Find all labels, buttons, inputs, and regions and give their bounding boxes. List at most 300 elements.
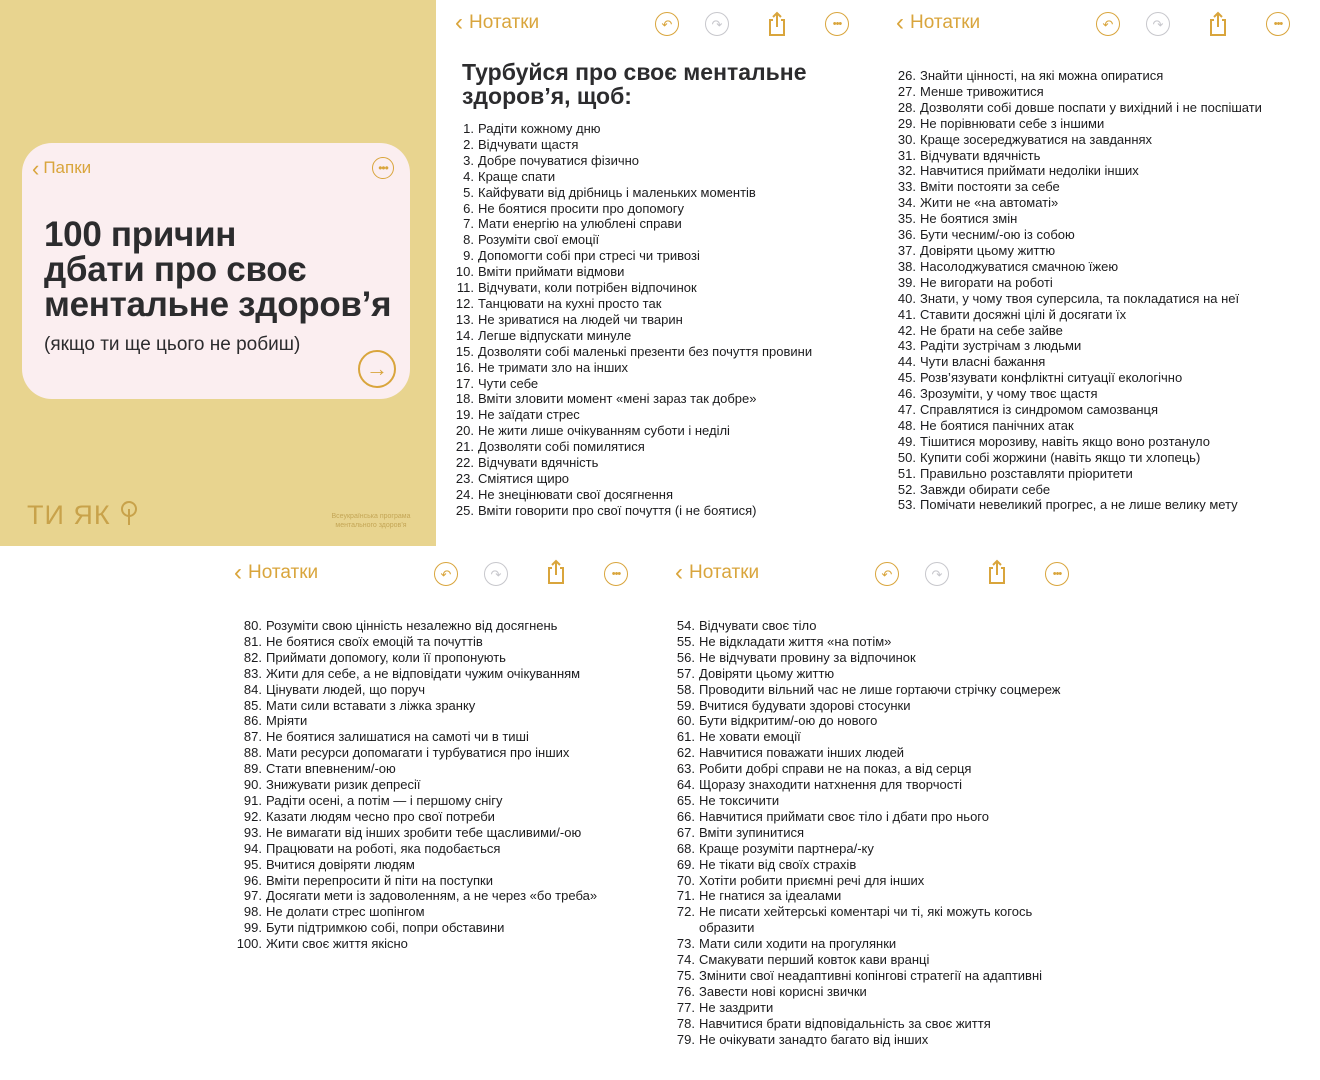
share-icon[interactable]	[1205, 11, 1231, 37]
list-item	[892, 116, 1262, 132]
list-item-text: Кайфувати від дрібниць і маленьких моментів	[478, 184, 756, 200]
list-item-number: 23.	[455, 470, 474, 486]
list-item-text: Легше відпускати минуле	[478, 327, 632, 343]
list-item	[892, 338, 1262, 354]
list-item-text: Стати впевненим/-ою	[266, 761, 396, 777]
list-item	[892, 211, 1262, 227]
list-item-number: 14.	[455, 327, 474, 343]
list-item-number: 60.	[676, 713, 695, 729]
list-item	[892, 179, 1262, 195]
list-item	[450, 121, 812, 137]
list-item-text: Жити для себе, а не відповідати чужим очікуванням	[266, 665, 581, 681]
list-item-text: Мріяти	[266, 713, 308, 729]
list-item-number: 73.	[676, 936, 695, 952]
undo-icon[interactable]: ↶	[654, 11, 680, 37]
list-item-text: Дозволяти собі довше поспати у вихідний і не поспішати	[920, 99, 1262, 115]
list-item	[671, 713, 1060, 729]
list-item-text: Насолоджуватися смачною їжею	[920, 258, 1119, 274]
list-item-text: Не токсичити	[699, 792, 780, 808]
list-item-text: Вміти зловити момент «мені зараз так добре»	[478, 391, 757, 407]
list-item-text: Краще спати	[478, 168, 556, 184]
list-item-text: Навчитися поважати інших людей	[699, 745, 905, 761]
list-item-number: 57.	[676, 665, 695, 681]
list-item	[671, 968, 1060, 984]
list-item-number: 36.	[897, 227, 916, 243]
list-item-text: Не тікати від своїх страхів	[699, 856, 857, 872]
cover-subtitle: (якщо ти ще цього не робиш)	[44, 334, 301, 355]
list-item	[671, 984, 1060, 1000]
list-item-number: 30.	[897, 131, 916, 147]
list-item-text: Досягати мети із задоволенням, а не через «бо треба»	[266, 888, 598, 904]
list-item	[450, 455, 812, 471]
list-item-text: Знати, у чому твоя суперсила, та покладатися на неї	[920, 290, 1240, 306]
list-item-number: 3.	[463, 152, 474, 168]
more-icon[interactable]: •••	[1265, 11, 1291, 37]
notes-back-button[interactable]	[896, 9, 981, 36]
list-item-number: 65.	[676, 792, 695, 808]
cover-title	[44, 217, 404, 322]
share-icon[interactable]	[543, 559, 569, 585]
list-item	[892, 418, 1262, 434]
list-item-number: 84.	[243, 681, 262, 697]
list-item	[671, 873, 1060, 889]
list-item	[892, 84, 1262, 100]
list-item-number: 61.	[676, 729, 695, 745]
list-item-text: Довіряти цьому життю	[699, 665, 835, 681]
list-item-text: Знижувати ризик депресії	[266, 777, 421, 793]
list-item-number: 5.	[463, 184, 474, 200]
more-icon[interactable]: •••	[1044, 561, 1070, 587]
list-item-text: Дозволяти собі маленькі презенти без почуття провини	[478, 343, 813, 359]
list-item-number: 64.	[676, 777, 695, 793]
list-item-number: 89.	[243, 761, 262, 777]
list-item-text: Не знецінювати свої досягнення	[478, 486, 674, 502]
list-item	[892, 259, 1262, 275]
list-item-number: 77.	[676, 999, 695, 1015]
reasons-list-3	[230, 618, 597, 952]
notes-back-label: Нотатки	[910, 12, 981, 33]
share-icon[interactable]	[764, 11, 790, 37]
list-item-text: Довіряти цьому життю	[920, 242, 1056, 258]
list-item	[230, 666, 597, 682]
list-item-text: Радіти зустрічам з людьми	[920, 338, 1082, 354]
list-item	[230, 936, 597, 952]
list-item-number: 56.	[676, 649, 695, 665]
list-item-text: Не ховати емоції	[699, 729, 801, 745]
list-item	[671, 888, 1060, 904]
cover-title-line: дбати про своє	[44, 250, 307, 289]
list-item-number: 55.	[676, 633, 695, 649]
list-item	[450, 280, 812, 296]
list-item-number: 74.	[676, 952, 695, 968]
list-item-text: Не вимагати від інших зробити тебе щасливими/-ою	[266, 824, 582, 840]
list-item-number: 33.	[897, 179, 916, 195]
list-item	[450, 407, 812, 423]
list-item-text: Розуміти свою цінність незалежно від досягнень	[266, 618, 558, 633]
arrow-right-icon[interactable]: →	[358, 350, 396, 388]
list-item-number: 32.	[897, 163, 916, 179]
list-item	[450, 503, 812, 519]
list-item-number: 50.	[897, 449, 916, 465]
list-item-number: 81.	[243, 633, 262, 649]
list-item-text: Не боятися панічних атак	[920, 417, 1074, 433]
brand-logo	[27, 500, 141, 531]
list-item	[671, 634, 1060, 650]
list-item	[450, 185, 812, 201]
more-icon[interactable]: •••	[603, 561, 629, 587]
redo-icon[interactable]: ↷	[1145, 11, 1171, 37]
list-item	[450, 423, 812, 439]
list-item-number: 41.	[897, 306, 916, 322]
list-item	[450, 153, 812, 169]
list-item-text: Тішитися морозиву, навіть якщо воно розтануло	[920, 433, 1210, 449]
list-item	[450, 137, 812, 153]
list-item-number: 34.	[897, 195, 916, 211]
list-item	[230, 698, 597, 714]
list-item	[230, 713, 597, 729]
list-item	[450, 391, 812, 407]
list-item-number: 20.	[455, 423, 474, 439]
list-item	[671, 1032, 1060, 1048]
list-item-number: 75.	[676, 967, 695, 983]
list-item	[230, 618, 597, 634]
list-item	[230, 777, 597, 793]
list-item	[892, 450, 1262, 466]
list-item-text: Не відчувати провину за відпочинок	[699, 649, 916, 665]
list-item	[671, 920, 1060, 936]
list-item	[671, 650, 1060, 666]
list-item	[892, 386, 1262, 402]
list-item-text: Навчитися приймати своє тіло і дбати про нього	[699, 808, 989, 824]
list-item	[671, 761, 1060, 777]
list-item-number: 25.	[455, 502, 474, 518]
list-item-number: 43.	[897, 338, 916, 354]
list-item	[671, 1000, 1060, 1016]
list-item-number: 37.	[897, 242, 916, 258]
list-item	[892, 497, 1262, 513]
list-item	[450, 216, 812, 232]
list-item	[671, 745, 1060, 761]
list-item	[230, 873, 597, 889]
list-item-number: 9.	[463, 248, 474, 264]
list-item-number: 46.	[897, 386, 916, 402]
list-item	[230, 650, 597, 666]
list-item	[230, 745, 597, 761]
list-item	[892, 163, 1262, 179]
list-item-number: 29.	[897, 115, 916, 131]
list-item	[671, 618, 1060, 634]
list-item-text: Працювати на роботі, яка подобається	[266, 840, 501, 856]
list-item	[450, 232, 812, 248]
list-item	[230, 904, 597, 920]
list-item-number	[671, 920, 695, 936]
chevron-left-icon: ‹	[675, 559, 683, 586]
list-item-text: Не тримати зло на інших	[478, 359, 629, 375]
list-item-number: 28.	[897, 99, 916, 115]
list-item-number: 59.	[676, 697, 695, 713]
list-item-number: 31.	[897, 147, 916, 163]
list-item	[892, 132, 1262, 148]
list-item-number: 35.	[897, 211, 916, 227]
list-item-text: Відчувати вдячність	[478, 455, 599, 471]
list-item-text: Навчитися приймати недоліки інших	[920, 163, 1139, 179]
list-item	[671, 682, 1060, 698]
list-item-text: Бути підтримкою собі, попри обставини	[266, 920, 505, 936]
list-item-text: Приймати допомогу, коли її пропонують	[266, 649, 506, 665]
folders-back-button[interactable]	[32, 155, 92, 181]
list-item	[892, 323, 1262, 339]
list-item	[230, 793, 597, 809]
list-item-text: Зрозуміти, у чому твоє щастя	[920, 386, 1098, 402]
more-icon[interactable]: •••	[824, 11, 850, 37]
list-item	[450, 169, 812, 185]
list-item	[230, 888, 597, 904]
cover-card	[22, 143, 410, 399]
list-item-text: Не жити лише очікуванням суботи і неділі	[478, 423, 730, 439]
list-item-number: 76.	[676, 983, 695, 999]
chevron-left-icon: ‹	[32, 155, 40, 181]
list-item-text: Радіти кожному дню	[478, 121, 601, 136]
list-item-text: Мати сили вставати з ліжка зранку	[266, 697, 476, 713]
list-item-number: 66.	[676, 808, 695, 824]
list-item-text: Бути чесним/-ою із собою	[920, 227, 1075, 243]
list-item	[892, 243, 1262, 259]
list-item-number: 8.	[463, 232, 474, 248]
list-item-text: Відчувати щастя	[478, 136, 579, 152]
list-item-number: 24.	[455, 486, 474, 502]
list-item-text: Правильно розставляти пріоритети	[920, 465, 1133, 481]
notes-back-button[interactable]	[675, 559, 760, 586]
list-item	[230, 729, 597, 745]
list-item-number: 4.	[463, 168, 474, 184]
list-item-number: 97.	[243, 888, 262, 904]
list-item	[892, 68, 1262, 84]
list-item-number: 94.	[243, 840, 262, 856]
list-item-text: Відчувати своє тіло	[699, 618, 817, 633]
list-item	[230, 920, 597, 936]
list-item	[230, 857, 597, 873]
list-item-number: 90.	[243, 777, 262, 793]
list-item-text: Жити не «на автоматі»	[920, 195, 1059, 211]
list-item-number: 16.	[455, 359, 474, 375]
list-item-text: Розуміти свої емоції	[478, 232, 600, 248]
list-item-text: Не заїдати стрес	[478, 407, 580, 423]
list-item-text: Справлятися із синдромом самозванця	[920, 402, 1159, 418]
list-item-text: Не боятися змін	[920, 211, 1018, 227]
list-item-text: Чути себе	[478, 375, 539, 391]
list-item-text: Не боятися залишатися на самоті чи в тиші	[266, 729, 529, 745]
list-item-number: 53.	[897, 497, 916, 513]
list-item-text: Не боятися просити про допомогу	[478, 200, 685, 216]
list-item	[892, 291, 1262, 307]
list-item	[671, 809, 1060, 825]
list-item-number: 13.	[455, 311, 474, 327]
list-item-text: Не боятися своїх емоцій та почуттів	[266, 633, 483, 649]
list-item-number: 62.	[676, 745, 695, 761]
list-item-number: 2.	[463, 136, 474, 152]
list-item-number: 78.	[676, 1015, 695, 1031]
list-item-number: 48.	[897, 417, 916, 433]
list-item-number: 88.	[243, 745, 262, 761]
list-item-text: Краще розуміти партнера/-ку	[699, 840, 874, 856]
list-item-text: Вчитися будувати здорові стосунки	[699, 697, 911, 713]
list-item	[450, 296, 812, 312]
list-item	[671, 729, 1060, 745]
list-item-number: 27.	[897, 83, 916, 99]
list-item-number: 51.	[897, 465, 916, 481]
list-item-text: Щоразу знаходити натхнення для творчості	[699, 777, 963, 793]
list-item-text: Не очікувати занадто багато від інших	[699, 1031, 929, 1047]
chevron-left-icon: ‹	[455, 9, 463, 36]
list-item-text: Мати енергію на улюблені справи	[478, 216, 682, 232]
notes-back-button[interactable]	[455, 9, 540, 36]
list-item-text: Хотіти робити приємні речі для інших	[699, 872, 925, 888]
list-item-text: Танцювати на кухні просто так	[478, 295, 662, 311]
list-item-number: 91.	[243, 792, 262, 808]
list-item	[671, 936, 1060, 952]
list-item	[671, 904, 1060, 920]
list-item-number: 12.	[455, 295, 474, 311]
list-item-number: 21.	[455, 439, 474, 455]
list-item	[671, 952, 1060, 968]
notes-back-label: Нотатки	[469, 12, 540, 33]
list-item-text: Сміятися щиро	[478, 470, 570, 486]
list-item-text: Дозволяти собі помилятися	[478, 439, 645, 455]
list-item-number: 54.	[676, 618, 695, 633]
list-item-text: Навчитися брати відповідальність за своє життя	[699, 1015, 991, 1031]
list-item	[671, 857, 1060, 873]
list-item	[450, 312, 812, 328]
list-item-text: Цінувати людей, що поруч	[266, 681, 426, 697]
list-item-number: 96.	[243, 872, 262, 888]
undo-icon[interactable]: ↶	[874, 561, 900, 587]
list-item-text: Не вигорати на роботі	[920, 274, 1053, 290]
chevron-left-icon: ‹	[896, 9, 904, 36]
list-item-text: Бути відкритим/-ою до нового	[699, 713, 878, 729]
brand-text: ТИ ЯК	[27, 500, 111, 530]
list-item-number: 6.	[463, 200, 474, 216]
list-item-number: 67.	[676, 824, 695, 840]
list-item	[450, 360, 812, 376]
list-item-text: Проводити вільний час не лише гортаючи стрічку соцмереж	[699, 681, 1061, 697]
redo-icon[interactable]: ↷	[924, 561, 950, 587]
list-item	[892, 307, 1262, 323]
list-item	[230, 841, 597, 857]
list-item-number: 39.	[897, 274, 916, 290]
brand-mark-icon	[119, 501, 141, 527]
undo-icon[interactable]: ↶	[433, 561, 459, 587]
list-item-number: 95.	[243, 856, 262, 872]
redo-icon[interactable]: ↷	[483, 561, 509, 587]
list-item	[671, 841, 1060, 857]
list-item-text: Чути власні бажання	[920, 354, 1046, 370]
list-item-number: 58.	[676, 681, 695, 697]
list-item	[450, 344, 812, 360]
list-item	[892, 466, 1262, 482]
list-item	[892, 482, 1262, 498]
list-item-text: Відчувати, коли потрібен відпочинок	[478, 280, 697, 296]
cover-title-line: 100 причин	[44, 215, 237, 254]
reasons-list-4	[671, 618, 1060, 1047]
list-item-number: 79.	[676, 1031, 695, 1047]
list-item-text: Робити добрі справи не на показ, а від серця	[699, 761, 972, 777]
more-icon[interactable]: •••	[372, 157, 394, 179]
list-item-number: 40.	[897, 290, 916, 306]
list-item-text: Вміти говорити про свої почуття (і не боятися)	[478, 502, 757, 518]
list-item-text: Казати людям чесно про свої потреби	[266, 808, 495, 824]
list-item-text: Жити своє життя якісно	[266, 936, 408, 952]
list-item-text: Не брати на себе зайве	[920, 322, 1063, 338]
notes-back-label: Нотатки	[248, 562, 319, 583]
list-item-text: Допомогти собі при стресі чи тривозі	[478, 248, 700, 264]
list-item-number: 49.	[897, 433, 916, 449]
list-item-number: 17.	[455, 375, 474, 391]
list-item-number: 63.	[676, 761, 695, 777]
list-item	[892, 195, 1262, 211]
notes-back-button[interactable]	[234, 559, 319, 586]
list-item-number: 71.	[676, 888, 695, 904]
list-item-text: Не долати стрес шопінгом	[266, 904, 425, 920]
redo-icon[interactable]: ↷	[704, 11, 730, 37]
list-item	[230, 809, 597, 825]
brand-note: Всеукраїнська програма ментального здоров’я	[331, 513, 411, 529]
list-item-number: 69.	[676, 856, 695, 872]
list-item	[450, 439, 812, 455]
list-item	[671, 698, 1060, 714]
list-item	[230, 682, 597, 698]
list-item	[671, 793, 1060, 809]
list-item	[230, 634, 597, 650]
list-item	[230, 825, 597, 841]
reasons-list-2	[892, 68, 1262, 513]
list-item-text: Добре почуватися фізично	[478, 152, 640, 168]
list-item	[671, 825, 1060, 841]
list-item-text: Не порівнювати себе з іншими	[920, 115, 1105, 131]
list-item	[892, 402, 1262, 418]
list-item-number: 7.	[463, 216, 474, 232]
list-item-number: 68.	[676, 840, 695, 856]
list-item	[450, 376, 812, 392]
undo-icon[interactable]: ↶	[1095, 11, 1121, 37]
list-item-number: 86.	[243, 713, 262, 729]
cover-title-line: ментальне здоров’я	[44, 285, 392, 324]
list-item-text: Відчувати вдячність	[920, 147, 1041, 163]
list-item-text: Вміти постояти за себе	[920, 179, 1060, 195]
list-item-number: 22.	[455, 455, 474, 471]
list-item-number: 38.	[897, 258, 916, 274]
share-icon[interactable]	[984, 559, 1010, 585]
list-item-number: 11.	[456, 280, 474, 296]
list-item	[671, 666, 1060, 682]
list-item	[892, 148, 1262, 164]
list-item-text: Вміти зупинитися	[699, 824, 804, 840]
list-item	[892, 100, 1262, 116]
reasons-list-1	[450, 121, 812, 519]
list-item-text: Не гнатися за ідеалами	[699, 888, 842, 904]
list-item-number: 82.	[243, 649, 262, 665]
list-item	[450, 487, 812, 503]
list-item	[450, 471, 812, 487]
list-item-text: Завести нові корисні звички	[699, 983, 867, 999]
list-item-number: 19.	[455, 407, 474, 423]
list-item-number: 99.	[243, 920, 262, 936]
list-item-number: 92.	[243, 808, 262, 824]
list-item	[450, 248, 812, 264]
list-item-number: 52.	[897, 481, 916, 497]
list-item-text: Не писати хейтерські коментарі чи ті, які можуть когось	[699, 904, 1033, 920]
list-item	[450, 328, 812, 344]
list-item-text: Радіти осені, а потім — і першому снігу	[266, 792, 503, 808]
